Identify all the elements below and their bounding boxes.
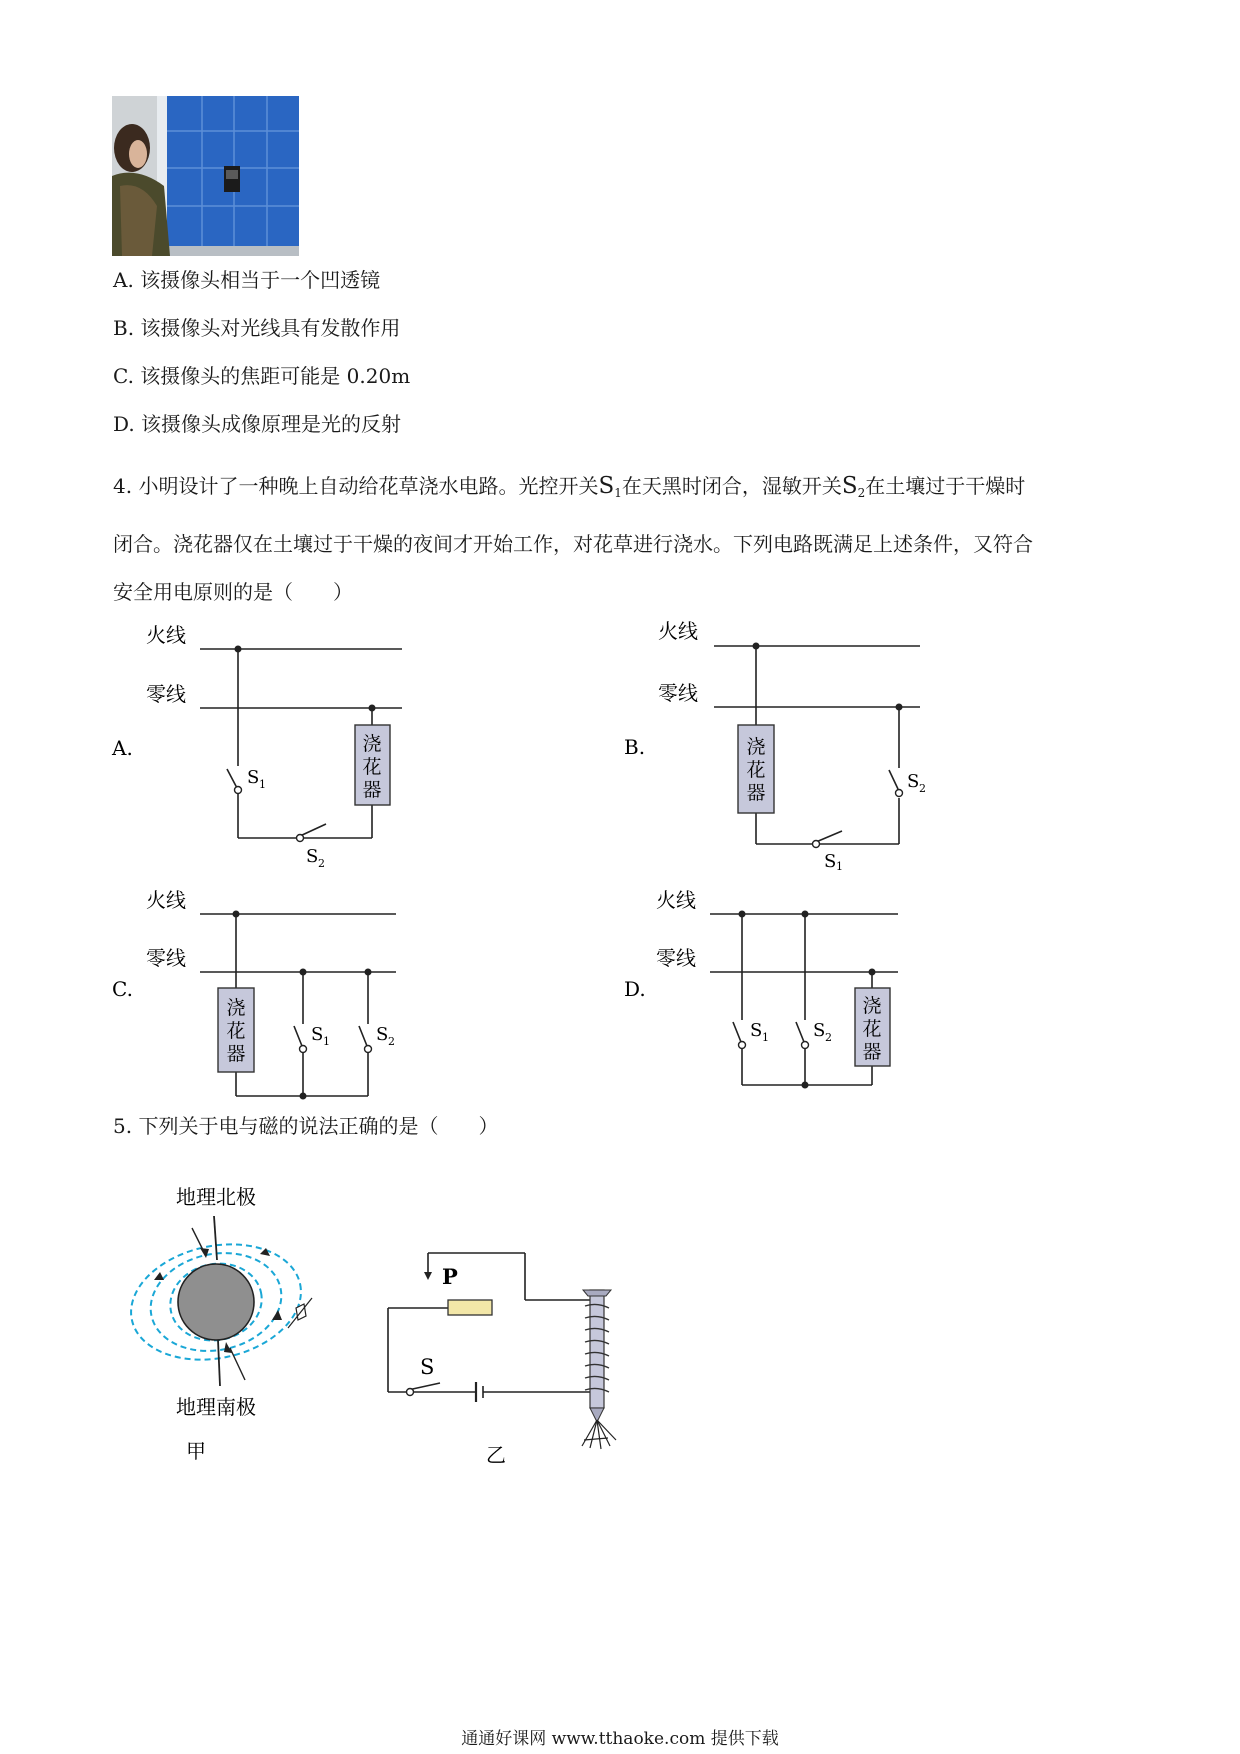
locker-camera-photo xyxy=(112,96,299,256)
slider-p-label: P xyxy=(442,1264,458,1289)
q3-option-c: C. 该摄像头的焦距可能是 0.20m xyxy=(113,364,411,388)
fire-wire-label: 火线 xyxy=(658,619,698,643)
zero-wire-label: 零线 xyxy=(656,946,696,970)
svg-text:1: 1 xyxy=(836,860,843,870)
svg-text:浇: 浇 xyxy=(226,997,246,1019)
svg-text:花: 花 xyxy=(362,756,382,778)
electromagnet-core xyxy=(590,1290,604,1408)
rheostat xyxy=(448,1300,492,1315)
switch-s2-label: S xyxy=(376,1024,389,1045)
svg-text:1: 1 xyxy=(259,778,266,791)
fire-wire-label: 火线 xyxy=(146,623,186,647)
switch-s1-label: S xyxy=(311,1024,324,1045)
option-label-b: B. xyxy=(624,735,646,759)
svg-text:器: 器 xyxy=(862,1041,882,1063)
electromagnet-circuit-figure xyxy=(380,1250,640,1470)
q4-stem-line-1: 4. 小明设计了一种晚上自动给花草浇水电路。光控开关$S_1$在天黑时闭合，湿敏开关$S_2$在土壤过于干燥时 xyxy=(113,473,1026,500)
zero-wire-label: 零线 xyxy=(146,682,186,706)
switch-s1-label: S xyxy=(824,851,837,870)
svg-text:2: 2 xyxy=(318,857,325,870)
option-label-a: A. xyxy=(112,736,133,760)
svg-text:2: 2 xyxy=(825,1031,832,1044)
q4-stem-line-3: 安全用电原则的是（ ） xyxy=(113,580,353,604)
switch-s1-label: S xyxy=(750,1020,763,1041)
q3-option-d: D. 该摄像头成像原理是光的反射 xyxy=(113,412,402,436)
q4-stem-line-2: 闭合。浇花器仅在土壤过于干燥的夜间才开始工作，对花草进行浇水。下列电路既满足上述条件，又符合 xyxy=(113,532,1033,556)
svg-text:2: 2 xyxy=(388,1035,395,1048)
svg-text:浇: 浇 xyxy=(746,736,766,758)
q3-option-b: B. 该摄像头对光线具有发散作用 xyxy=(113,316,401,340)
circuit-a xyxy=(110,620,430,870)
circuit-c xyxy=(110,880,430,1100)
svg-text:1: 1 xyxy=(762,1031,769,1044)
q5-stem: 5. 下列关于电与磁的说法正确的是（ ） xyxy=(113,1114,499,1138)
figure-yi-caption: 乙 xyxy=(486,1443,506,1467)
circuit-d xyxy=(620,880,920,1100)
switch-s-label: S xyxy=(420,1355,435,1379)
switch-s2-label: S xyxy=(306,846,319,867)
svg-text:浇: 浇 xyxy=(362,733,382,755)
fire-wire-label: 火线 xyxy=(146,888,186,912)
geographic-south-label: 地理南极 xyxy=(176,1395,256,1419)
svg-text:花: 花 xyxy=(746,759,766,781)
svg-text:2: 2 xyxy=(919,782,926,795)
svg-text:花: 花 xyxy=(862,1018,882,1040)
figure-jia-caption: 甲 xyxy=(186,1439,206,1463)
svg-text:花: 花 xyxy=(226,1020,246,1042)
fire-wire-label: 火线 xyxy=(656,888,696,912)
zero-wire-label: 零线 xyxy=(146,946,186,970)
earth-magnetic-field-figure xyxy=(120,1178,330,1468)
zero-wire-label: 零线 xyxy=(658,681,698,705)
q3-option-a: A. 该摄像头相当于一个凹透镜 xyxy=(113,268,381,292)
svg-text:浇: 浇 xyxy=(862,995,882,1017)
geographic-north-label: 地理北极 xyxy=(176,1185,256,1209)
svg-text:器: 器 xyxy=(362,779,382,801)
footer-source: 通通好课网 www.tthaoke.com 提供下载 xyxy=(461,1729,779,1749)
circuit-b xyxy=(620,614,940,870)
switch-s2-label: S xyxy=(813,1020,826,1041)
svg-text:器: 器 xyxy=(746,782,766,804)
option-label-d: D. xyxy=(624,977,646,1001)
switch-s1-label: S xyxy=(247,767,260,788)
svg-text:1: 1 xyxy=(323,1035,330,1048)
option-label-c: C. xyxy=(112,977,133,1001)
svg-text:器: 器 xyxy=(226,1043,246,1065)
switch-s2-label: S xyxy=(907,771,920,792)
